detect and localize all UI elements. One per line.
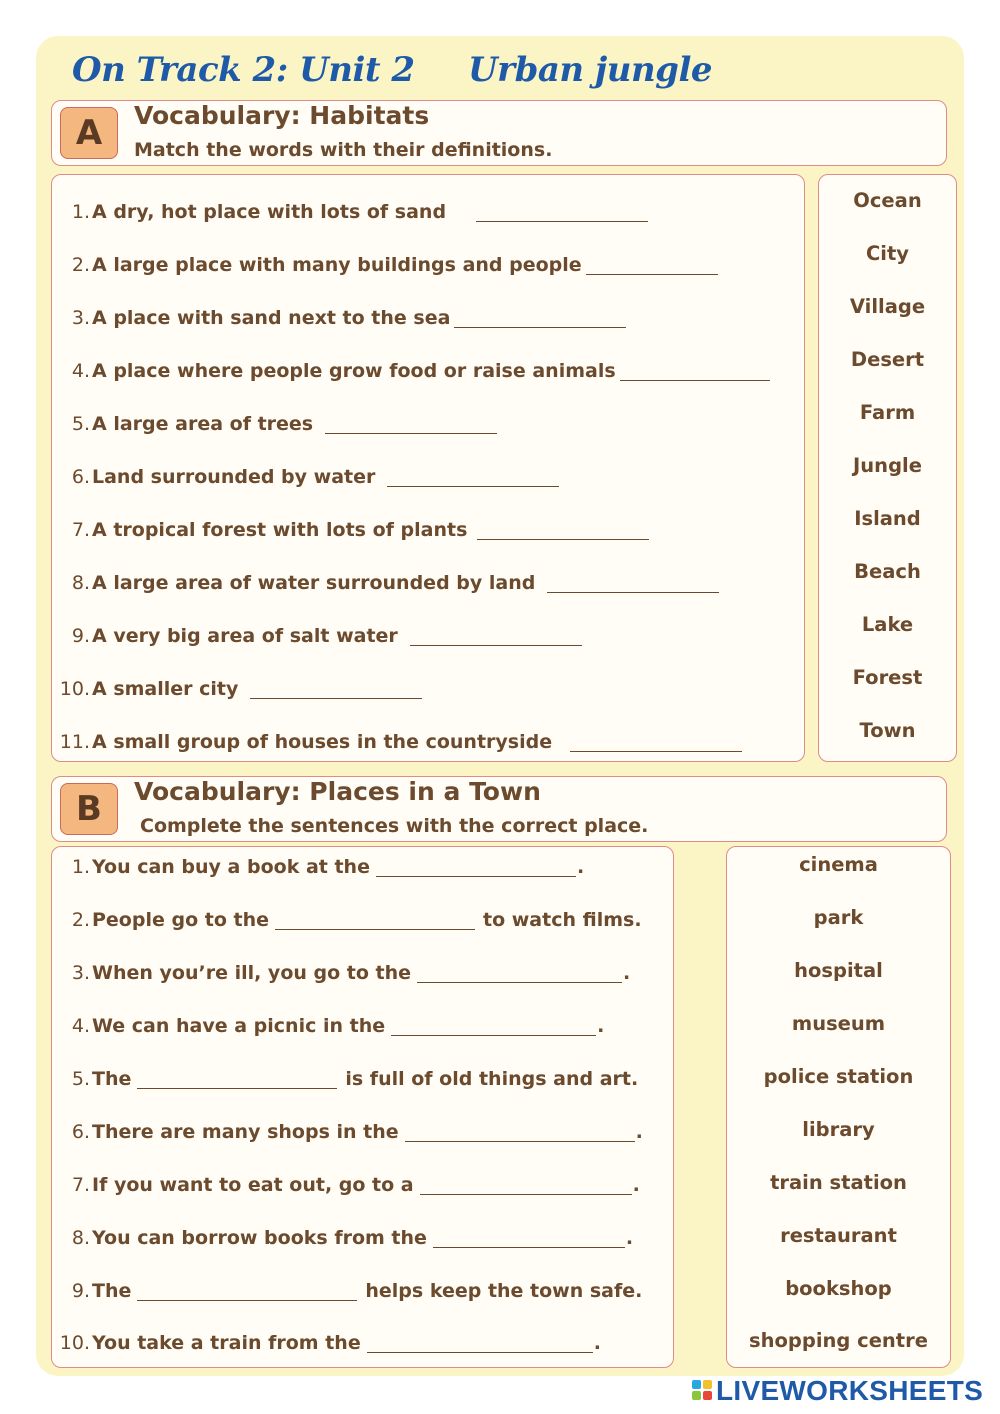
answer-blank[interactable]: [391, 1017, 596, 1036]
question-text: The: [92, 1280, 132, 1302]
question-ending: to watch films.: [483, 909, 642, 931]
answer-blank[interactable]: [275, 911, 475, 930]
b-question-9: [52, 1271, 642, 1311]
brand-name: LIVEWORKSHEETS: [716, 1375, 984, 1406]
b-word-8: restaurant: [780, 1224, 897, 1247]
b-question-8: [52, 1218, 633, 1258]
answer-blank[interactable]: [250, 680, 422, 699]
b-question-10: [52, 1323, 601, 1363]
answer-blank[interactable]: [476, 203, 648, 222]
section-a-questions: [51, 174, 805, 762]
question-number: 5.: [71, 413, 90, 435]
answer-blank[interactable]: [417, 964, 622, 983]
answer-blank[interactable]: [137, 1282, 357, 1301]
question-text: People go to the: [92, 909, 269, 931]
b-word-5: police station: [763, 1065, 914, 1088]
question-number: 1.: [71, 201, 90, 223]
section-b-header: [51, 776, 947, 842]
question-text: When you’re ill, you go to the: [92, 962, 412, 984]
question-text: A large area of water surrounded by land: [92, 572, 536, 594]
a-question-4: [52, 351, 770, 391]
question-text: A tropical forest with lots of plants: [92, 519, 468, 541]
section-a-title: Vocabulary: Habitats: [134, 101, 430, 130]
a-word-4: Desert: [850, 348, 925, 371]
question-text: A very big area of salt water: [92, 625, 398, 647]
a-word-1: Ocean: [853, 189, 922, 212]
question-text: You can borrow books from the: [92, 1227, 427, 1249]
question-ending: is full of old things and art.: [345, 1068, 639, 1090]
answer-blank[interactable]: [405, 1123, 635, 1142]
question-ending: .: [576, 856, 585, 878]
question-number: 9.: [71, 625, 90, 647]
a-word-11: Town: [859, 719, 916, 742]
question-number: 2.: [71, 909, 90, 931]
b-question-1: [52, 847, 584, 887]
b-question-2: [52, 900, 642, 940]
b-word-10: shopping centre: [749, 1329, 928, 1352]
answer-blank[interactable]: [325, 415, 497, 434]
question-text: A dry, hot place with lots of sand: [92, 201, 447, 223]
b-word-9: bookshop: [785, 1277, 892, 1300]
b-word-1: cinema: [799, 853, 878, 876]
answer-blank[interactable]: [586, 256, 718, 275]
b-word-3: hospital: [794, 959, 883, 982]
liveworksheets-logo: [692, 1372, 983, 1410]
question-number: 10.: [59, 678, 90, 700]
section-a-badge: A: [60, 107, 118, 159]
question-number: 8.: [71, 1227, 90, 1249]
section-b-badge: B: [60, 783, 118, 835]
b-word-2: park: [813, 906, 864, 929]
b-word-6: library: [802, 1118, 875, 1141]
theme-title: Urban jungle: [468, 50, 712, 90]
section-b-title: Vocabulary: Places in a Town: [134, 777, 541, 806]
question-text: You can buy a book at the: [92, 856, 370, 878]
question-number: 2.: [71, 254, 90, 276]
question-text: A place with sand next to the sea: [92, 307, 451, 329]
answer-blank[interactable]: [454, 309, 626, 328]
section-b-instruction: Complete the sentences with the correct place.: [140, 815, 649, 837]
question-text: A large place with many buildings and people: [92, 254, 582, 276]
a-question-1: [52, 192, 648, 232]
a-question-11: [52, 722, 742, 762]
section-a-word-bank: [818, 174, 957, 762]
question-number: 10.: [59, 1332, 90, 1354]
answer-blank[interactable]: [376, 858, 576, 877]
question-ending: .: [623, 962, 631, 984]
b-question-4: [52, 1006, 604, 1046]
a-word-7: Island: [854, 507, 921, 530]
answer-blank[interactable]: [410, 627, 582, 646]
question-ending: .: [635, 1121, 643, 1143]
a-question-9: [52, 616, 582, 656]
question-number: 6.: [71, 466, 90, 488]
question-number: 8.: [71, 572, 90, 594]
section-b-word-bank: [726, 846, 951, 1368]
a-question-7: [52, 510, 649, 550]
answer-blank[interactable]: [387, 468, 559, 487]
b-word-7: train station: [770, 1171, 907, 1194]
section-a-header: [51, 100, 947, 166]
question-number: 11.: [59, 731, 90, 753]
a-question-10: [52, 669, 422, 709]
question-ending: .: [597, 1015, 605, 1037]
a-question-8: [52, 563, 719, 603]
question-number: 3.: [71, 962, 90, 984]
question-ending: .: [593, 1332, 601, 1354]
b-question-5: [52, 1059, 638, 1099]
a-word-8: Beach: [854, 560, 921, 583]
question-ending: helps keep the town safe.: [365, 1280, 643, 1302]
question-text: There are many shops in the: [92, 1121, 399, 1143]
page-title: [72, 50, 712, 100]
question-ending: .: [625, 1227, 634, 1249]
question-number: 7.: [71, 1174, 90, 1196]
unit-title: On Track 2: Unit 2: [72, 50, 415, 90]
answer-blank[interactable]: [570, 733, 742, 752]
question-text: Land surrounded by water: [92, 466, 376, 488]
question-text: You take a train from the: [92, 1332, 361, 1354]
a-question-3: [52, 298, 626, 338]
question-number: 4.: [71, 1015, 90, 1037]
b-question-3: [52, 953, 630, 993]
a-question-2: [52, 245, 718, 285]
question-number: 7.: [71, 519, 90, 541]
answer-blank[interactable]: [420, 1176, 632, 1195]
a-word-5: Farm: [859, 401, 916, 424]
b-question-7: [52, 1165, 640, 1205]
question-text: The: [92, 1068, 132, 1090]
question-text: A smaller city: [92, 678, 239, 700]
answer-blank[interactable]: [137, 1070, 337, 1089]
question-number: 1.: [71, 856, 90, 878]
b-question-6: [52, 1112, 643, 1152]
question-text: A small group of houses in the countryside: [92, 731, 553, 753]
a-word-2: City: [865, 242, 910, 265]
b-word-4: museum: [791, 1012, 886, 1035]
section-b-questions: [51, 846, 674, 1368]
question-number: 5.: [71, 1068, 90, 1090]
question-ending: .: [632, 1174, 640, 1196]
question-number: 6.: [71, 1121, 90, 1143]
a-question-6: [52, 457, 559, 497]
question-number: 9.: [71, 1280, 90, 1302]
question-text: If you want to eat out, go to a: [92, 1174, 414, 1196]
answer-blank[interactable]: [477, 521, 649, 540]
answer-blank[interactable]: [433, 1229, 625, 1248]
a-word-10: Forest: [852, 666, 923, 689]
logo-icon: [692, 1380, 714, 1402]
a-word-6: Jungle: [853, 454, 922, 477]
a-question-5: [52, 404, 497, 444]
a-word-3: Village: [849, 295, 926, 318]
question-number: 4.: [71, 360, 90, 382]
section-a-instruction: Match the words with their definitions.: [134, 139, 553, 161]
answer-blank[interactable]: [620, 362, 770, 381]
answer-blank[interactable]: [547, 574, 719, 593]
question-text: We can have a picnic in the: [92, 1015, 386, 1037]
question-number: 3.: [71, 307, 90, 329]
question-text: A large area of trees: [92, 413, 314, 435]
a-word-9: Lake: [861, 613, 914, 636]
answer-blank[interactable]: [367, 1334, 593, 1353]
question-text: A place where people grow food or raise animals: [92, 360, 616, 382]
